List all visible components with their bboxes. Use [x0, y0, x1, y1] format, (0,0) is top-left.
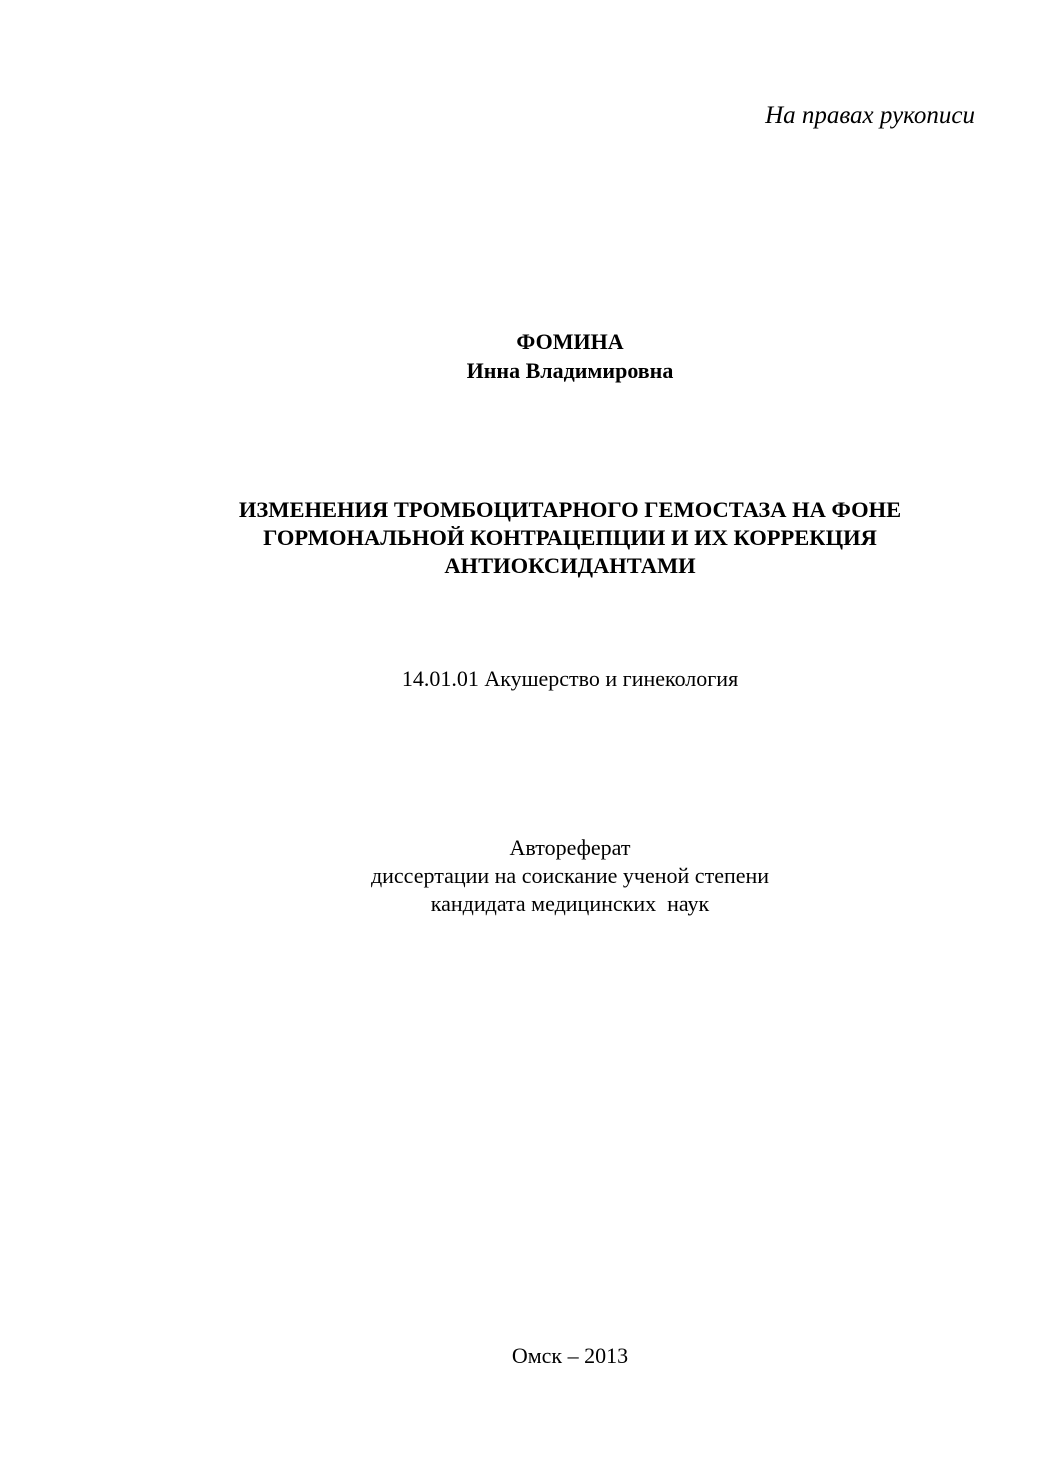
author-surname: ФОМИНА [516, 329, 624, 354]
manuscript-note: На правах рукописи [765, 102, 975, 129]
title-line: АНТИОКСИДАНТАМИ [444, 553, 696, 578]
author-block [0, 327, 1039, 385]
abstract-description [0, 834, 1039, 918]
specialty-code: 14.01.01 Акушерство и гинекология [401, 666, 739, 691]
title-line: ИЗМЕНЕНИЯ ТРОМБОЦИТАРНОГО ГЕМОСТАЗА НА ФОНЕ [238, 497, 902, 522]
abstract-line: Автореферат [509, 835, 631, 860]
dissertation-title [0, 496, 1039, 580]
author-given-names: Инна Владимировна [466, 358, 674, 383]
title-line: ГОРМОНАЛЬНОЙ КОНТРАЦЕПЦИИ И ИХ КОРРЕКЦИЯ [263, 525, 877, 550]
place-and-year: Омск – 2013 [511, 1343, 629, 1368]
abstract-line: диссертации на соискание ученой степени [370, 863, 770, 888]
abstract-line: кандидата медицинских наук [430, 891, 710, 916]
